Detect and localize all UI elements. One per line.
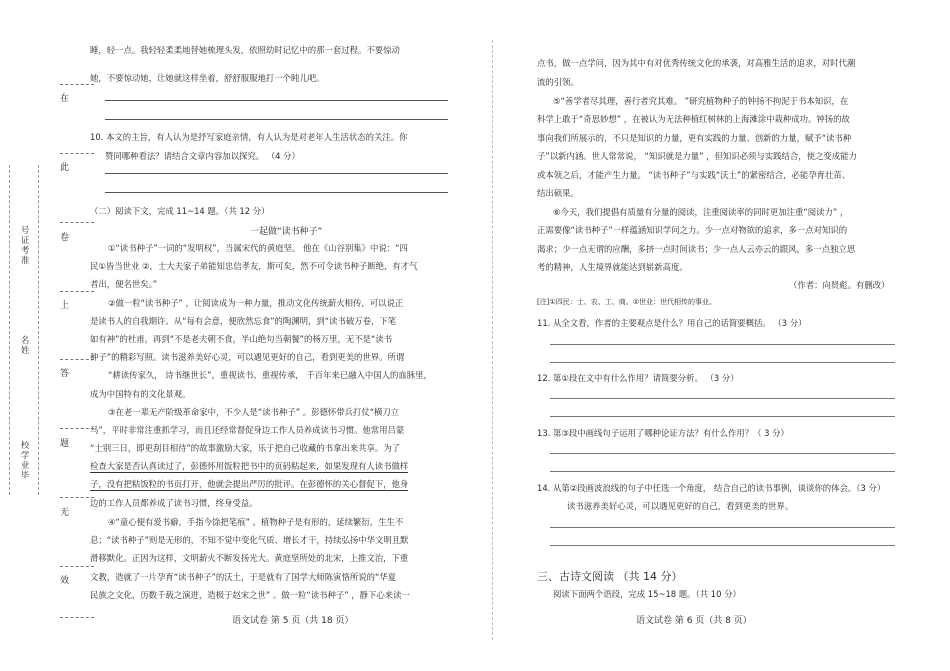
body-line: ⑤“善学者尽其理，善行者究其难。 ”研究植物种子的钟扬不拘泥于书本知识，在 (553, 96, 849, 106)
body-line: 是读书人的自我期许。从“每有会意，便欣然忘食”的陶渊明，到“读书破万卷，下笔 (90, 316, 397, 326)
body-line: “耕读传家久， 诗书继世长”，重视读书、重视传承， 千百年来已融入中国人的血脉里， (108, 370, 432, 380)
body-line: 她，不要惊动她，让她就这样坐着，舒舒服服地打一个盹儿吧。 (90, 73, 325, 83)
name-label: 名姓 (20, 335, 30, 355)
body-line: 边的工作人员都养成了读书习惯，终身受益。 (90, 498, 258, 508)
body-line: ⑥今天，我们提倡有质量有分量的阅读，注重阅读率的同时更加注重“阅读力” ， (553, 207, 849, 217)
margin-char: 答 (60, 369, 70, 379)
body-line: 种子”的精彩写照。读书滋养美好心灵，可以遇见更好的自己，看到更美的世界。所谓 (90, 352, 405, 362)
school-label: 校学业毕 (20, 440, 30, 480)
quoted-sentence: 读书滋养美好心灵，可以遇见更好的自己，看到更美的世界。 (567, 501, 794, 511)
binding-line (9, 165, 10, 495)
body-line: 如有神”的杜甫，再到“不是老夫朝不食，半山绝句当朝餐”的杨万里，无不是“读书 (90, 334, 393, 344)
page-footer-right: 语文试卷 第 6 页（共 8 页） (636, 616, 752, 626)
section-heading: （二）阅读下文，完成 11~14 题。（共 12 分） (90, 206, 270, 216)
body-line: “士别三日，即更刮目相待”的故事激励大家，乐于把自己收藏的书拿出来共享。为了 (90, 443, 401, 453)
margin-char: 此 (60, 163, 70, 173)
body-line: ③在老一辈无产阶级革命家中，不少人是“读书种子” 。彭德怀带兵打仗“横刀立 (108, 407, 400, 417)
body-line: 民①皆当世业 ②，士大夫家子弟能知忠信孝友，斯可矣，然不可令读书种子断绝，有才气 (90, 261, 418, 271)
body-line: 滑移默化。正因为这样，文明薪火不断发扬光大。黄庭坚所处的北宋，上推文治，下重 (90, 553, 409, 563)
margin-char: 卷 (60, 233, 70, 243)
margin-char: 题 (60, 439, 70, 449)
margin-char: 上 (60, 301, 70, 311)
underlined-sentence: 检查大家是否认真读过了，彭德怀用饭粒把书中的页码粘起来，如果发现有人读书做样 (90, 461, 409, 471)
question-10-cont: 赞同哪种看法？请结合文章内容加以探究。 （4 分） (105, 151, 300, 161)
body-line: 流的引领。 (537, 77, 579, 87)
question-14: 14. 从第②段画波浪线的句子中任选一个角度， 结合自己的读书事例，谈谈你的体会。（3 分） (537, 483, 886, 493)
body-line: 事向我们所展示的，不只是知识的力量，更有实践的力量、创新的力量，赋予“读书种 (537, 133, 852, 143)
underlined-sentence: 子，没有把粘饭粒的书页打开，他就会提出严厉的批评。在彭德怀的关心督促下，他身 (90, 479, 409, 489)
question-10: 10. 本文的主旨，有人认为是抒写家庭亲情，有人认为是对老年人生活状态的关注。你 (90, 132, 408, 142)
instruction: 阅读下面两个语段，完成 15~18 题。（共 10 分） (553, 589, 741, 599)
body-line: 子”以新内涵。世人常常说， “知识就是力量” ，但知识必须与实践结合，使之变成能力 (537, 151, 857, 161)
body-line: 睡，轻一点。我轻轻柔柔地替她梳理头发，依照幼时记忆中的那一套过程。不要惊动 (90, 45, 400, 55)
author-note: （作者：向贤彪。有删改） (789, 280, 890, 290)
body-line: 渴求；少一点无谓的应酬，多挤一点时间读书；少一点人云亦云的跟风，多一点独立思 (537, 244, 856, 254)
body-line: 民族之文化，历数千载之演进，造极于赵宋之世” 。做一粒“读书种子” ，静下心来读一 (90, 590, 410, 600)
exam-number-label: 号证考准 (20, 225, 30, 265)
margin-char: 无 (60, 508, 70, 518)
body-line: 正需要像“读书种子”一样蕴涵知识学问之力。少一点对物欲的追求，多一点对知识的 (537, 225, 848, 235)
body-line: 马”，平时非常注重抓学习，而且还经常督促身边工作人员养成读书习惯。他常用吕蒙 (90, 425, 405, 435)
body-line: 或本领之后，才能产生力量。 “读书种子”与实践“沃土”的紧密结合，必能孕育壮苗、 (537, 170, 851, 180)
body-line: ②做一粒“读书种子” ，让阅读成为一种力量，推动文化传统薪火相传，可以说正 (108, 298, 404, 308)
article-title: 一起做“读书种子” (250, 227, 323, 237)
question-11: 11. 从全文看，作者的主要观点是什么？用自己的话简要概括。 （3 分） (537, 318, 807, 328)
body-line: 点书，做一点学问，因为其中有对优秀传统文化的承袭，对高雅生活的追求，对时代潮 (537, 58, 856, 68)
body-line: ①“读书种子”一词的“发明权”，当属宋代的黄庭坚。 他在《山谷别集》中说：“四 (108, 243, 408, 253)
question-12: 12. 第①段在文中有什么作用？请简要分析。 （3 分） (537, 373, 739, 383)
body-line: 文教，造就了一片孕育“读书种子”的沃土，于是就有了国学大师陈寅恪所说的“华夏 (90, 572, 397, 582)
margin-char: 效 (60, 576, 70, 586)
binding-line (38, 165, 39, 495)
section-heading: 三、古诗文阅读 （共 14 分） (537, 570, 683, 583)
margin-char: 在 (60, 94, 70, 104)
footnote: [注]①四民：士、农、工、商。②世业：世代相传的事业。 (537, 298, 717, 306)
body-line: 成为中国特有的文化景观。 (90, 389, 191, 399)
body-line: 科学上敢于“奇思妙想” ，在被认为无法种植红树林的上海滩涂中栽种成功。钟扬的故 (537, 114, 850, 124)
body-line: 息；“读书种子”则是无形的，不知不觉中变化气质、增长才干，持续弘扬中华文明且默 (90, 535, 409, 545)
body-line: 者出，便名世矣。” (90, 279, 158, 289)
question-13: 13. 第③段中画线句子运用了哪种论证方法？有什么作用？（ 3 分） (537, 428, 789, 438)
body-line: ④“童心便有爱书癖，手指今馀把笔痕” 。植物种子是有形的，延续繁衍，生生不 (108, 517, 404, 527)
body-line: 结出硕果。 (537, 188, 579, 198)
page-footer-left: 语文试卷 第 5 页（共 18 页） (232, 616, 354, 626)
body-line: 考的精神，人生境界就能达到崭新高度。 (537, 262, 688, 272)
